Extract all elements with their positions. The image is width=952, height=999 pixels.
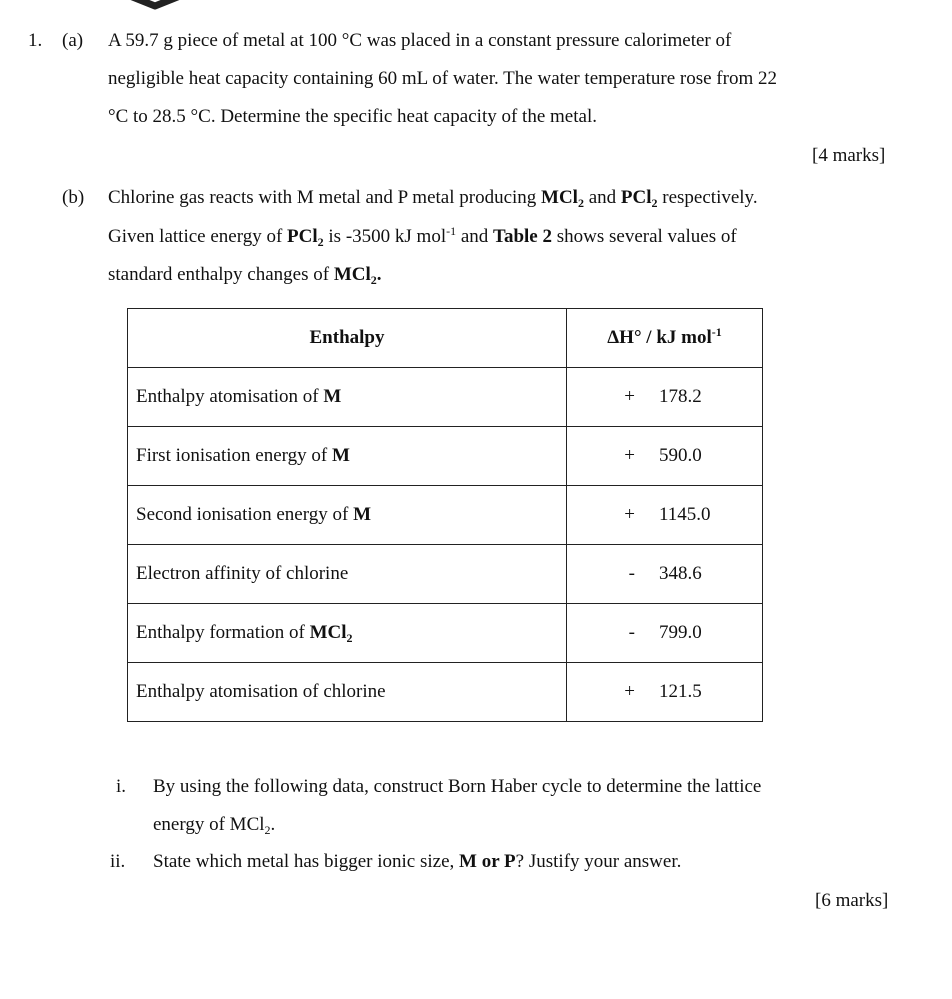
question-number: 1. (28, 30, 43, 51)
question-ii-text: State which metal has bigger ionic size, M or P? Justify your answer. (153, 851, 682, 872)
part-a-line2: negligible heat capacity containing 60 mL of water. The water temperature rose from 22 (108, 68, 777, 89)
header-delta-h: ΔH° / kJ mol$^{-1}$ (567, 309, 763, 368)
mcl2-formula-2: MCl$_2$. (333, 264, 382, 287)
pcl2-formula: PCl$_2$ (620, 187, 658, 210)
part-b-label: (b) (62, 187, 85, 208)
enthalpy-table (127, 308, 763, 722)
part-a-line1: A 59.7 g piece of metal at 100 °C was placed in a constant pressure calorimeter of (108, 30, 732, 51)
table-2-reference: Table 2 (493, 226, 552, 247)
part-b-line2: Given lattice energy of PCl$_2$ is -3500 kJ mol$^{-1}$ and Table 2 shows several values of (108, 224, 737, 249)
part-a-label: (a) (62, 30, 84, 51)
table-header-row (128, 309, 763, 368)
part-b-line1: Chlorine gas reacts with M metal and P metal producing MCl$_2$ and PCl$_2$ respectively. (108, 187, 758, 210)
top-edge-shape (110, 0, 200, 12)
part-a-marks: [4 marks] (812, 145, 886, 166)
table-row: Enthalpy atomisation of chlorine + 121.5 (128, 663, 763, 722)
table-row: Electron affinity of chlorine - 348.6 (128, 545, 763, 604)
part-a-line3: °C to 28.5 °C. Determine the specific heat capacity of the metal. (108, 106, 597, 127)
part-b-marks: [6 marks] (815, 890, 889, 911)
table-row: First ionisation energy of M + 590.0 (128, 427, 763, 486)
question-i-line2: energy of MCl$_2$. (153, 814, 276, 837)
question-ii-label: ii. (110, 851, 126, 872)
part-b-line3: standard enthalpy changes of MCl$_2$. (108, 264, 382, 287)
table-row: Enthalpy formation of MCl$_2$ - 799.0 (128, 604, 763, 663)
table-row: Second ionisation energy of M + 1145.0 (128, 486, 763, 545)
header-enthalpy: Enthalpy (128, 309, 567, 368)
mcl2-formula: MCl$_2$ (541, 187, 584, 210)
table-row: Enthalpy atomisation of M + 178.2 (128, 368, 763, 427)
question-i-line1: By using the following data, construct Born Haber cycle to determine the lattice (153, 776, 762, 797)
question-i-label: i. (116, 776, 127, 797)
pcl2-formula-2: PCl$_2$ (287, 226, 324, 249)
